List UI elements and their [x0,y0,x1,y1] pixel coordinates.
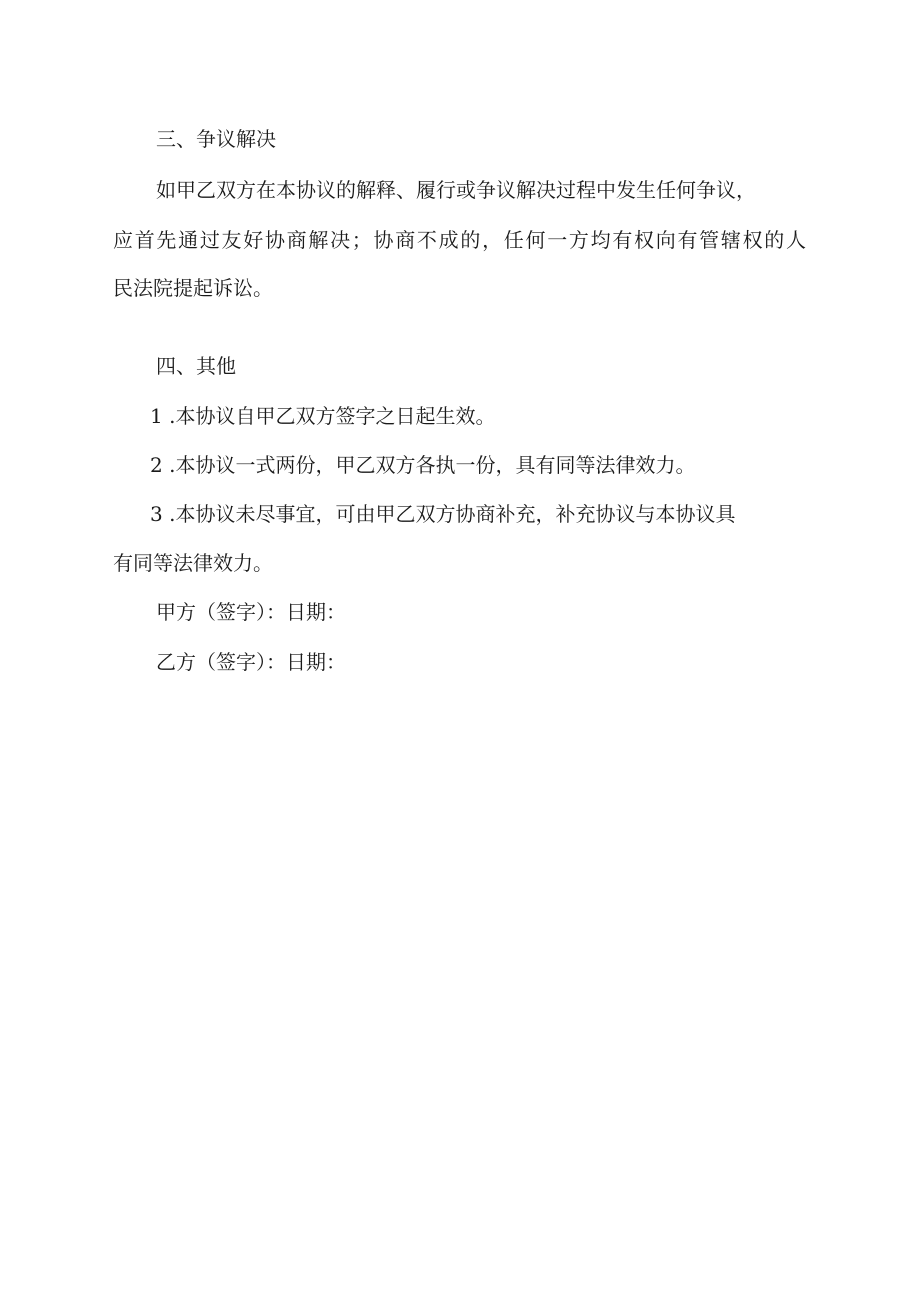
party-a-signature-line: 甲方（签字）：日期： [156,600,346,624]
list-item-number: 2 [150,453,163,477]
list-item-text: .本协议未尽事宜，可由甲乙双方协商补充，补充协议与本协议具 [169,502,736,526]
list-item-number: 3 [150,502,163,526]
list-item-number: 1 [150,404,163,428]
list-item [150,501,735,527]
party-b-signature-line: 乙方（签字）：日期： [156,650,346,674]
list-item-text: .本协议一式两份，甲乙双方各执一份，具有同等法律效力。 [169,453,696,477]
section-3-paragraph-line-2: 应首先通过友好协商解决；协商不成的，任何一方均有权向有管辖权的人 [113,228,806,252]
list-item-text: .本协议自甲乙双方签字之日起生效。 [169,404,496,428]
list-item [150,403,495,429]
section-3-heading: 三、争议解决 [156,127,276,151]
section-4-heading: 四、其他 [156,354,236,378]
section-3-paragraph-line-3: 民法院提起诉讼。 [113,276,273,300]
section-3-paragraph-line-1: 如甲乙双方在本协议的解释、履行或争议解决过程中发生任何争议， [156,178,756,202]
list-item [150,452,695,478]
list-item-continuation: 有同等法律效力。 [113,551,273,575]
